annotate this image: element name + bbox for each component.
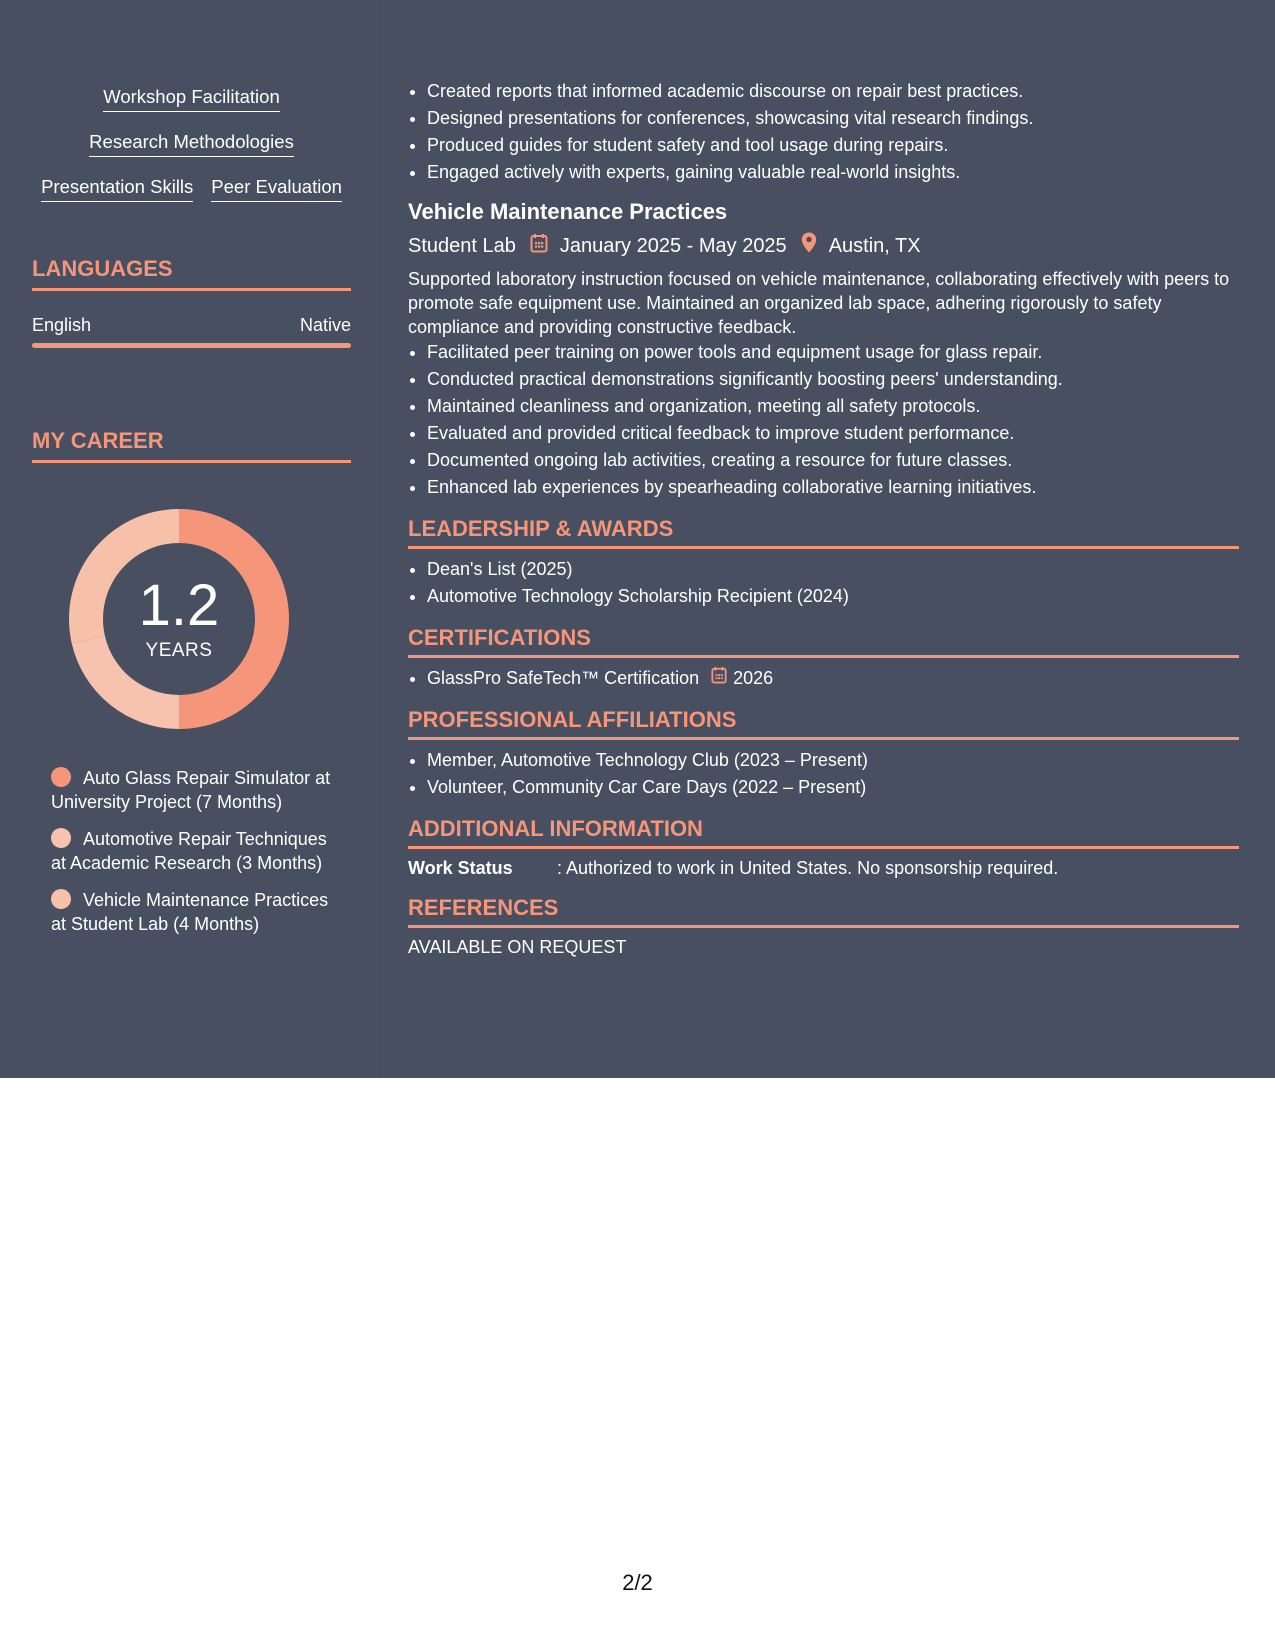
career-heading: MY CAREER [32, 428, 351, 463]
bullet-item: • Maintained cleanliness and organization, meeting all safety protocols. [427, 393, 1239, 420]
legend-dot [51, 767, 71, 787]
bullet-item: • Engaged actively with experts, gaining valuable real-world insights. [427, 159, 1239, 186]
career-legend-label: Automotive Repair Techniques at Academic Research (3 Months) [51, 829, 327, 873]
job-title: Vehicle Maintenance Practices [408, 199, 728, 224]
career-legend [51, 766, 341, 949]
bullet-item: • Documented ongoing lab activities, creating a resource for future classes. [427, 447, 1239, 474]
language-row [32, 314, 351, 336]
bullet-item: • Designed presentations for conferences, showcasing vital research findings. [427, 105, 1239, 132]
job-bullets [408, 339, 1239, 501]
language-name: English [32, 315, 92, 335]
bullet-item: • Evaluated and provided critical feedback to improve student performance. [427, 420, 1239, 447]
map-pin-icon [801, 232, 817, 260]
career-legend-label: Auto Glass Repair Simulator at University Project (7 Months) [51, 768, 331, 812]
job-dates: January 2025 - May 2025 [559, 235, 787, 257]
career-legend-label: Vehicle Maintenance Practices at Student Lab (4 Months) [51, 890, 329, 934]
bullet-item: • Conducted practical demonstrations significantly boosting peers' understanding. [427, 366, 1239, 393]
language-level: Native [299, 315, 351, 335]
career-donut-chart [66, 506, 292, 732]
bullet-item: • Created reports that informed academic discourse on repair best practices. [427, 78, 1239, 105]
job-meta [408, 232, 1239, 260]
skill-tag: Workshop Facilitation [103, 86, 280, 112]
career-legend-item [51, 766, 341, 814]
affiliations-list [408, 747, 1239, 801]
legend-dot [51, 828, 71, 848]
column-divider [382, 0, 383, 1078]
work-status-value: : Authorized to work in United States. No sponsorship required. [557, 858, 1059, 878]
additional-info-heading: ADDITIONAL INFORMATION [408, 815, 1239, 849]
certifications-list [408, 665, 1239, 692]
bullet-item: • Enhanced lab experiences by spearheading collaborative learning initiatives. [427, 474, 1239, 501]
career-total-years: 1.2 [138, 573, 220, 638]
language-proficiency-bar [32, 343, 351, 348]
work-status-row [408, 856, 1239, 880]
right-column [408, 78, 1239, 959]
career-legend-item [51, 827, 341, 875]
skills-list [32, 86, 351, 221]
certification-name: • GlassPro SafeTech™ Certification [427, 668, 700, 688]
page-number: 2/2 [622, 1570, 653, 1595]
skill-tag: Research Methodologies [89, 131, 294, 157]
references-text: AVAILABLE ON REQUEST [408, 937, 627, 957]
affiliations-heading: PROFESSIONAL AFFILIATIONS [408, 706, 1239, 740]
skill-tag: Peer Evaluation [211, 176, 342, 202]
work-status-label: Work Status [408, 858, 513, 878]
calendar-icon [711, 665, 727, 692]
calendar-icon [530, 233, 548, 260]
certification-year: 2026 [733, 668, 774, 688]
skill-tag: Presentation Skills [41, 176, 193, 202]
awards-heading: LEADERSHIP & AWARDS [408, 515, 1239, 549]
affiliation-item: • Volunteer, Community Car Care Days (2022 – Present) [427, 774, 1239, 801]
references-heading: REFERENCES [408, 894, 1239, 928]
certification-item [427, 665, 1239, 692]
award-item: • Dean's List (2025) [427, 556, 1239, 583]
career-legend-item [51, 888, 341, 936]
certifications-heading: CERTIFICATIONS [408, 624, 1239, 658]
job-description: Supported laboratory instruction focused on vehicle maintenance, collaborating effectively with peers to promote safe equipment use. Maintained an organized lab space, adhering rigorously to safety compliance and providing constructive feedback. [408, 269, 1230, 337]
languages-heading: LANGUAGES [32, 256, 351, 291]
career-total-unit: YEARS [145, 640, 213, 661]
bullet-item: • Produced guides for student safety and tool usage during repairs. [427, 132, 1239, 159]
job-org: Student Lab [408, 235, 516, 257]
award-item: • Automotive Technology Scholarship Recipient (2024) [427, 583, 1239, 610]
legend-dot [51, 889, 71, 909]
previous-job-bullets [408, 78, 1239, 186]
affiliation-item: • Member, Automotive Technology Club (2023 – Present) [427, 747, 1239, 774]
bullet-item: • Facilitated peer training on power tools and equipment usage for glass repair. [427, 339, 1239, 366]
job-location: Austin, TX [828, 235, 921, 257]
awards-list [408, 556, 1239, 610]
